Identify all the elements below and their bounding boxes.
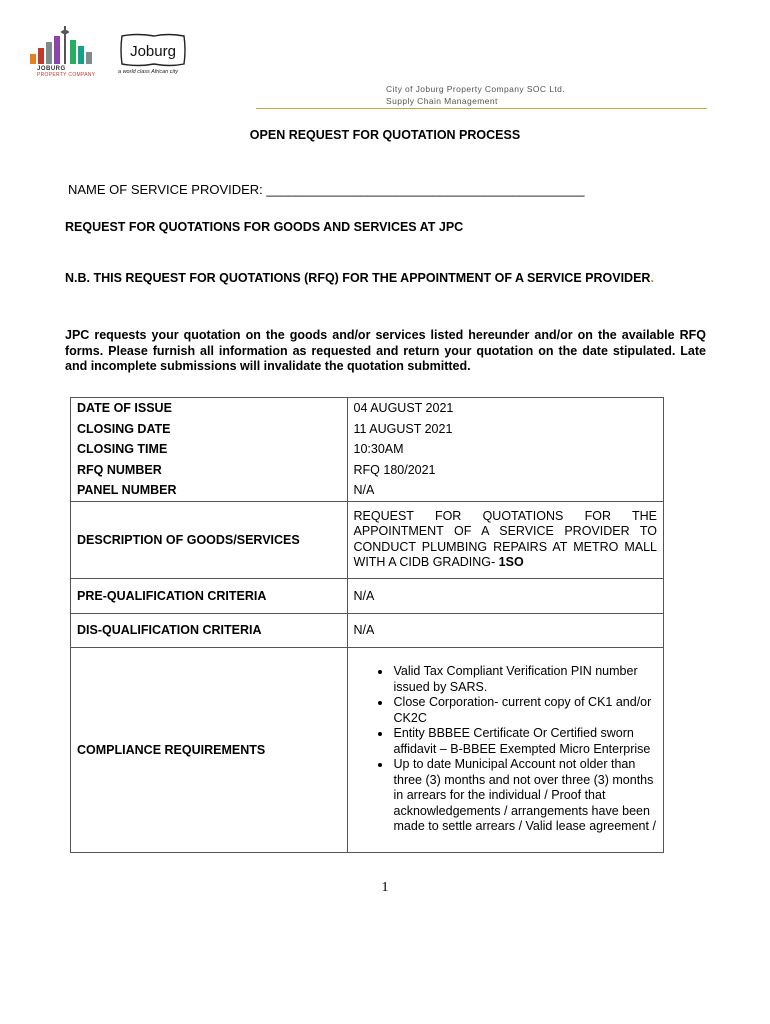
rfq-number-value: RFQ 180/2021 — [347, 460, 663, 481]
page-number: 1 — [381, 880, 389, 895]
closing-date-value: 11 AUGUST 2021 — [347, 419, 663, 440]
description-text: REQUEST FOR QUOTATIONS FOR THE APPOINTMENT OF A SERVICE PROVIDER TO CONDUCT PLUMBING REPAIRS AT METRO MALL WITH A CIDB GRADING- — [353, 508, 657, 569]
closing-time-label: CLOSING TIME — [71, 439, 348, 460]
description-label: DESCRIPTION OF GOODS/SERVICES — [71, 501, 348, 578]
date-of-issue-value: 04 AUGUST 2021 — [347, 398, 663, 419]
table-row — [71, 647, 664, 852]
document-title: OPEN REQUEST FOR QUOTATION PROCESS — [249, 128, 521, 142]
table-row — [71, 578, 664, 613]
cidb-grading: 1SO — [495, 555, 524, 569]
prequalification-value: N/A — [347, 578, 663, 613]
nb-statement — [65, 266, 705, 290]
rfq-details-table — [70, 397, 664, 853]
company-header — [386, 83, 565, 107]
list-item: • Close Corporation- current copy of CK1 and/or CK2C — [392, 695, 663, 726]
joburg-tagline: a world class African city — [118, 69, 179, 75]
table-row — [71, 480, 664, 501]
header-rule — [256, 108, 707, 109]
date-of-issue-label: DATE OF ISSUE — [71, 398, 348, 419]
closing-date-label: CLOSING DATE — [71, 419, 348, 440]
table-row — [71, 419, 664, 440]
table-row — [71, 398, 664, 419]
department-name: Supply Chain Management — [386, 96, 498, 106]
company-name: City of Joburg Property Company SOC Ltd. — [386, 84, 565, 94]
table-row — [71, 460, 664, 481]
jpc-logo-text: JOBURG — [37, 66, 66, 72]
jpc-logo-subtext: PROPERTY COMPANY — [37, 72, 96, 78]
compliance-list — [348, 660, 663, 839]
prequalification-label: PRE-QUALIFICATION CRITERIA — [71, 578, 348, 613]
closing-time-value: 10:30AM — [347, 439, 663, 460]
list-item: • Entity BBBEE Certificate Or Certified sworn affidavit – B-BBEE Exempted Micro Enterprise — [392, 726, 663, 757]
disqualification-value: N/A — [347, 613, 663, 647]
nb-text: N.B. THIS REQUEST FOR QUOTATIONS (RFQ) FOR THE APPOINTMENT OF A SERVICE PROVIDER — [65, 271, 651, 285]
intro-paragraph: JPC requests your quotation on the goods and/or services listed hereunder and/or on the available RFQ forms. Please furnish all information as requested and return your quotation on the date stipulated. Late and incomplete submissions will invalidate the quotation submitted. — [65, 328, 706, 373]
joburg-logo-text: Joburg — [130, 43, 176, 60]
compliance-label: COMPLIANCE REQUIREMENTS — [71, 647, 348, 852]
rfq-number-label: RFQ NUMBER — [71, 460, 348, 481]
panel-number-label: PANEL NUMBER — [71, 480, 348, 501]
rfq-heading: REQUEST FOR QUOTATIONS FOR GOODS AND SERVICES AT JPC — [65, 220, 464, 234]
service-provider-field: NAME OF SERVICE PROVIDER: ____________________________________________ — [68, 182, 585, 197]
table-row — [71, 439, 664, 460]
list-item: • Up to date Municipal Account not older than three (3) months and not over three (3) months in arrears for the individual / Proof that acknowledgements / arrangements have been made to settle arrears / Valid lease agreement / — [392, 757, 663, 835]
nb-dot: . — [650, 271, 654, 285]
description-value — [347, 501, 663, 578]
list-item: • Valid Tax Compliant Verification PIN number issued by SARS. — [392, 664, 663, 695]
table-row — [71, 501, 664, 578]
disqualification-label: DIS-QUALIFICATION CRITERIA — [71, 613, 348, 647]
joburg-logo — [118, 32, 188, 68]
panel-number-value: N/A — [347, 480, 663, 501]
table-row — [71, 613, 664, 647]
compliance-value — [347, 647, 663, 852]
